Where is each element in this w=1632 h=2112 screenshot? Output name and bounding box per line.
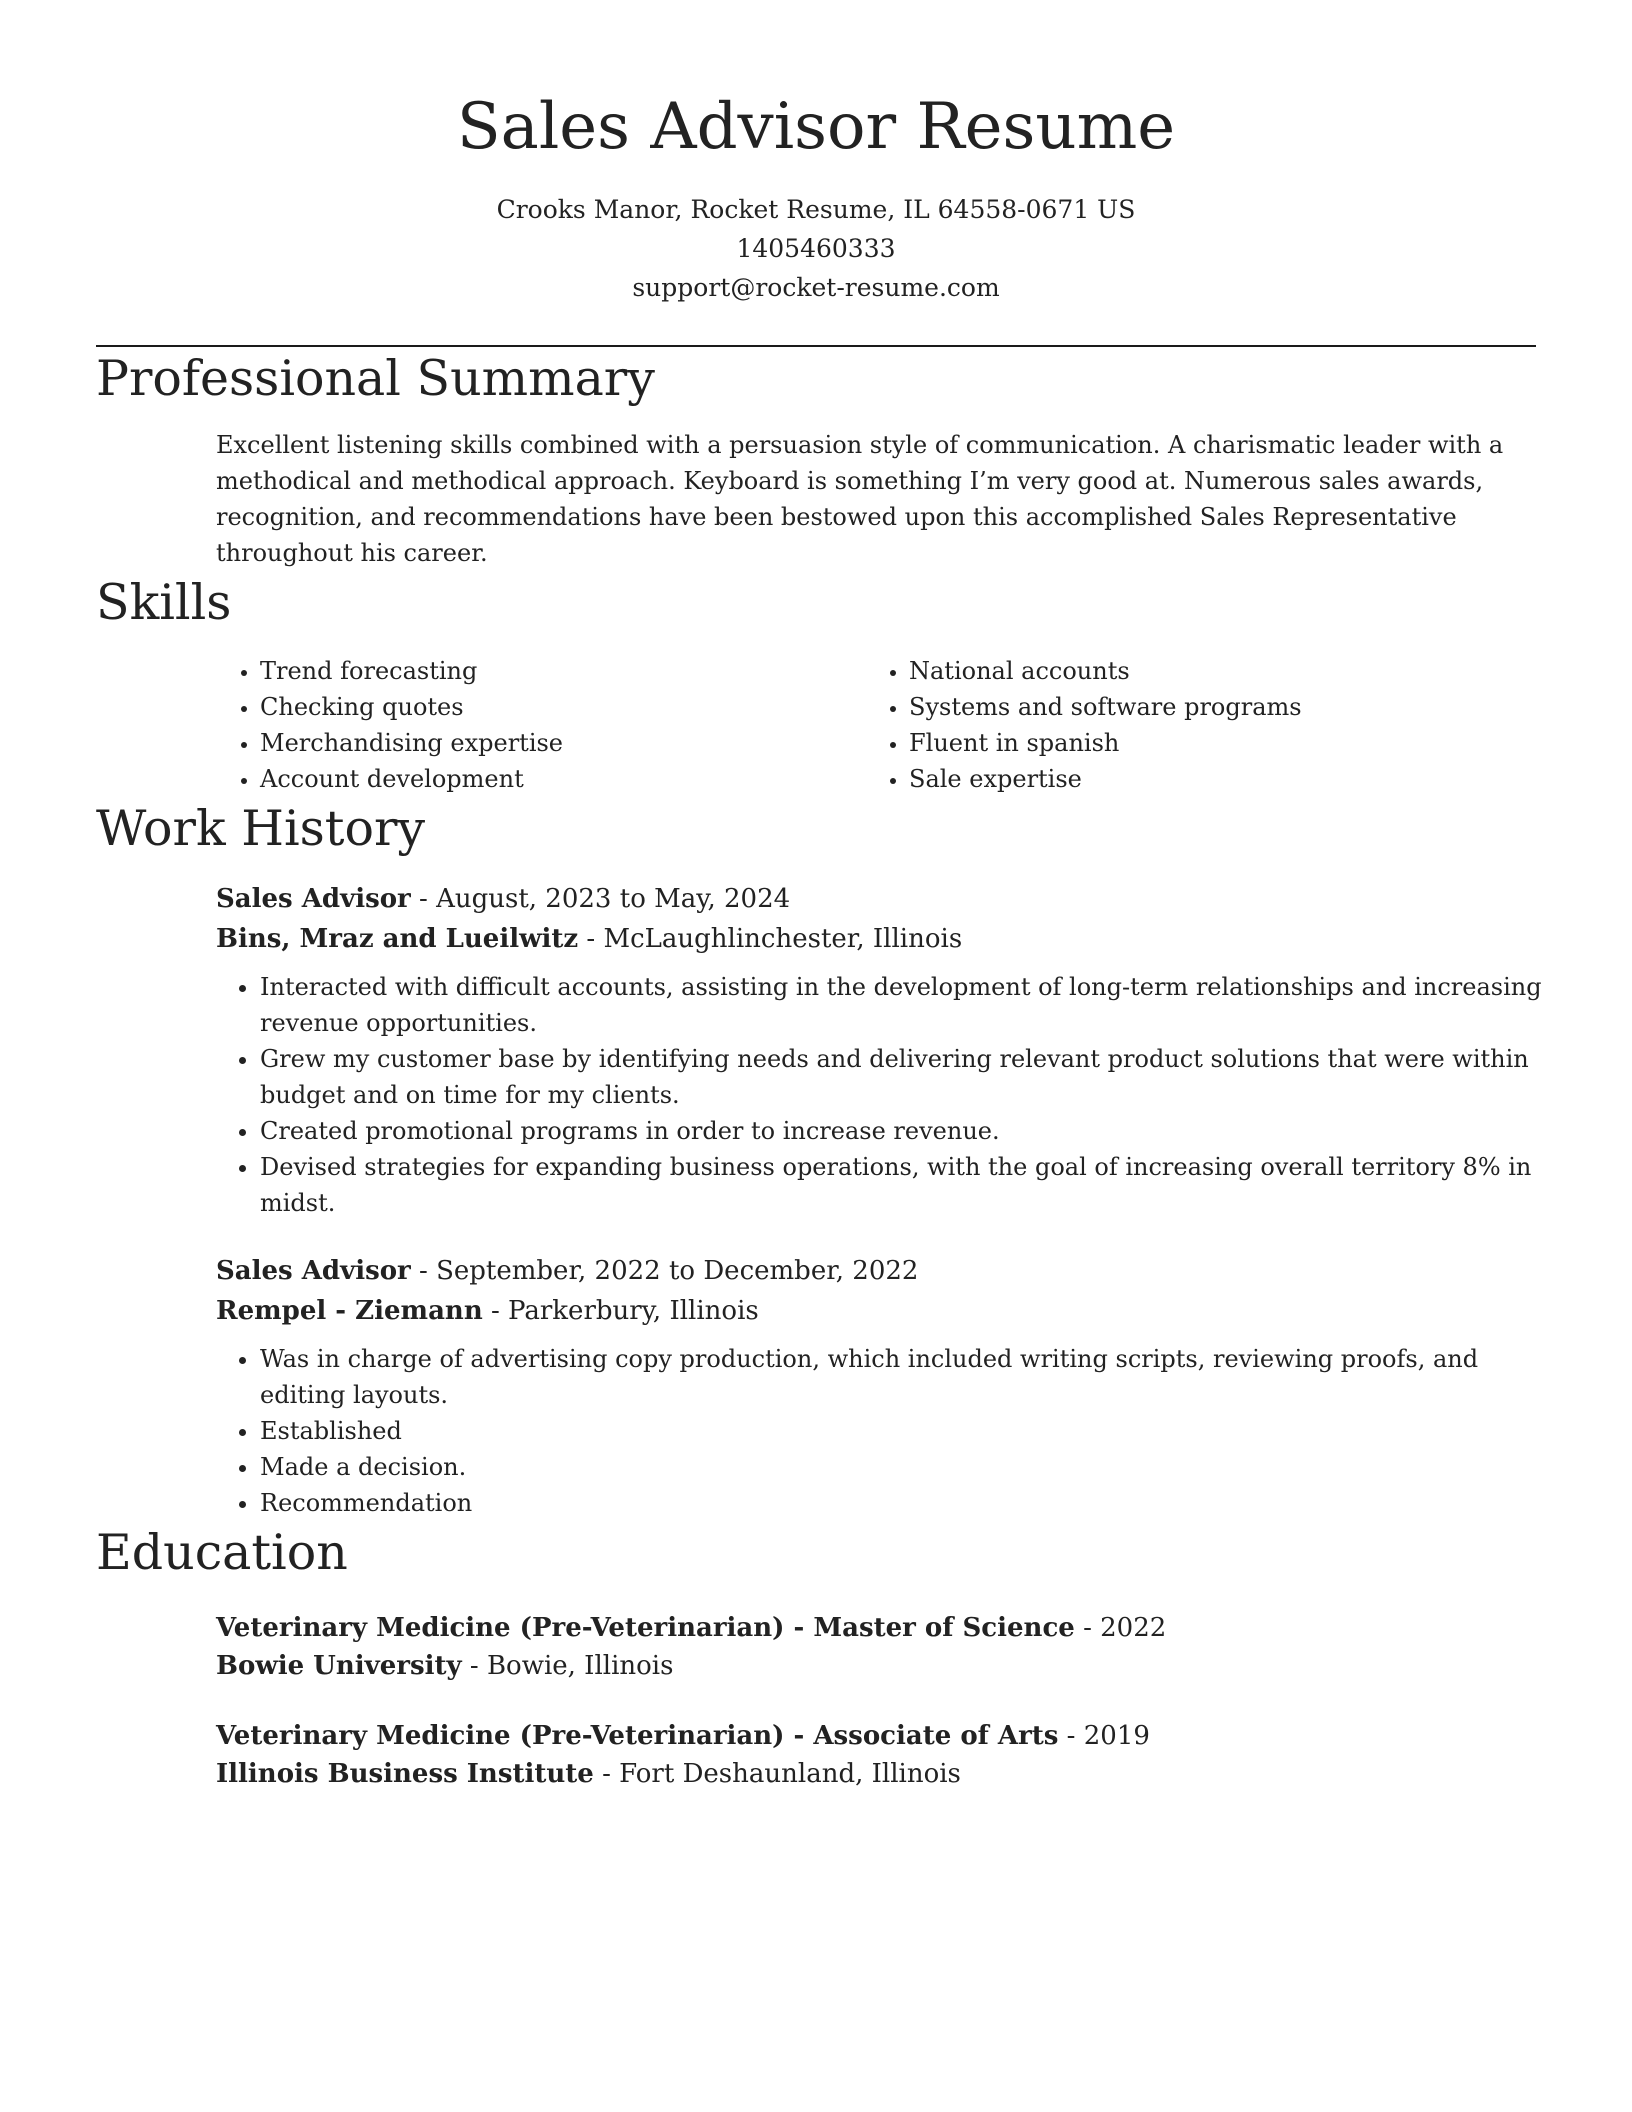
skill-item: • Account development — [260, 761, 865, 797]
skills-column-right — [865, 653, 1514, 797]
job-location: McLaughlinchester, Illinois — [603, 924, 963, 954]
contact-info — [96, 190, 1536, 307]
separator: - — [1058, 1721, 1084, 1751]
skills-heading: Skills — [96, 574, 232, 631]
resume-title: Sales Advisor Resume — [456, 90, 1176, 164]
school-line — [216, 1647, 1536, 1685]
job-title: Sales Advisor — [216, 1256, 411, 1286]
separator: - — [461, 1651, 487, 1681]
job-company-line — [216, 1291, 1536, 1331]
job-bullets — [216, 969, 1550, 1221]
job-bullet: • Made a decision. — [260, 1449, 1550, 1485]
separator: - — [410, 884, 437, 914]
job-bullet: • Grew my customer base by identifying needs and delivering relevant product solutions that were within budget and on time for my clients. — [260, 1041, 1550, 1113]
education-heading: Education — [96, 1524, 348, 1581]
summary-text: Excellent listening skills combined with a persuasion style of communication. A charismatic leader with a methodical and methodical approach. Keyboard is something I’m very good at. Numerous sales awards, recognition, and recommendations have been bestowed upon this accomplished Sales Representative throughout his career. — [216, 431, 1504, 567]
degree: Veterinary Medicine (Pre-Veterinarian) - Master of Science — [216, 1613, 1075, 1643]
work-history-heading: Work History — [96, 800, 426, 857]
job-title-line — [216, 1251, 1536, 1291]
school-name: Illinois Business Institute — [216, 1759, 594, 1789]
degree: Veterinary Medicine (Pre-Veterinarian) - Associate of Arts — [216, 1721, 1059, 1751]
separator: - — [1074, 1613, 1101, 1643]
separator: - — [410, 1256, 437, 1286]
skill-item: • Merchandising expertise — [260, 725, 865, 761]
degree-line — [216, 1609, 1536, 1647]
job-dates: September, 2022 to December, 2022 — [436, 1256, 919, 1286]
job-title-line — [216, 879, 1536, 919]
resume-header — [96, 0, 1536, 307]
resume-page — [96, 0, 1542, 1793]
skill-item: • Checking quotes — [260, 689, 865, 725]
skills-column-left — [216, 653, 865, 797]
skill-item: • National accounts — [909, 653, 1514, 689]
job-location: Parkerbury, Illinois — [508, 1296, 759, 1326]
job-entry — [216, 1251, 1536, 1521]
job-bullet: • Devised strategies for expanding business operations, with the goal of increasing overall territory 8% in midst. — [260, 1149, 1550, 1221]
degree-year: 2019 — [1083, 1721, 1150, 1751]
job-bullet: • Interacted with difficult accounts, assisting in the development of long-term relationships and increasing revenue opportunities. — [260, 969, 1550, 1041]
job-company: Bins, Mraz and Lueilwitz — [216, 924, 579, 954]
job-bullet: • Recommendation — [260, 1485, 1550, 1521]
skill-item: • Fluent in spanish — [909, 725, 1514, 761]
separator: - — [482, 1296, 509, 1326]
education-entry — [216, 1609, 1536, 1685]
job-entry — [216, 879, 1542, 1221]
school-location: Bowie, Illinois — [486, 1651, 674, 1681]
phone-text: 1405460333 — [736, 234, 896, 263]
job-company-line — [216, 919, 1536, 959]
job-title: Sales Advisor — [216, 884, 411, 914]
job-bullet: • Was in charge of advertising copy production, which included writing scripts, reviewing proofs, and editing layouts. — [260, 1341, 1550, 1413]
school-location: Fort Deshaunland, Illinois — [619, 1759, 961, 1789]
school-name: Bowie University — [216, 1651, 462, 1681]
skill-item: • Sale expertise — [909, 761, 1514, 797]
separator: - — [578, 924, 604, 954]
school-line — [216, 1755, 1536, 1793]
education-entry — [216, 1717, 1536, 1793]
skill-item: • Trend forecasting — [260, 653, 865, 689]
email-text: support@rocket-resume.com — [632, 273, 1000, 302]
job-bullet: • Created promotional programs in order to increase revenue. — [260, 1113, 1550, 1149]
degree-line — [216, 1717, 1536, 1755]
job-dates: August, 2023 to May, 2024 — [436, 884, 791, 914]
skill-item: • Systems and software programs — [909, 689, 1514, 725]
summary-heading: Professional Summary — [96, 350, 655, 407]
job-bullets — [216, 1341, 1550, 1521]
job-company: Rempel - Ziemann — [216, 1296, 483, 1326]
skills-list — [216, 653, 1536, 797]
separator: - — [593, 1759, 620, 1789]
degree-year: 2022 — [1100, 1613, 1167, 1643]
address-text: Crooks Manor, Rocket Resume, IL 64558-0671 US — [496, 195, 1136, 224]
job-bullet: • Established — [260, 1413, 1550, 1449]
